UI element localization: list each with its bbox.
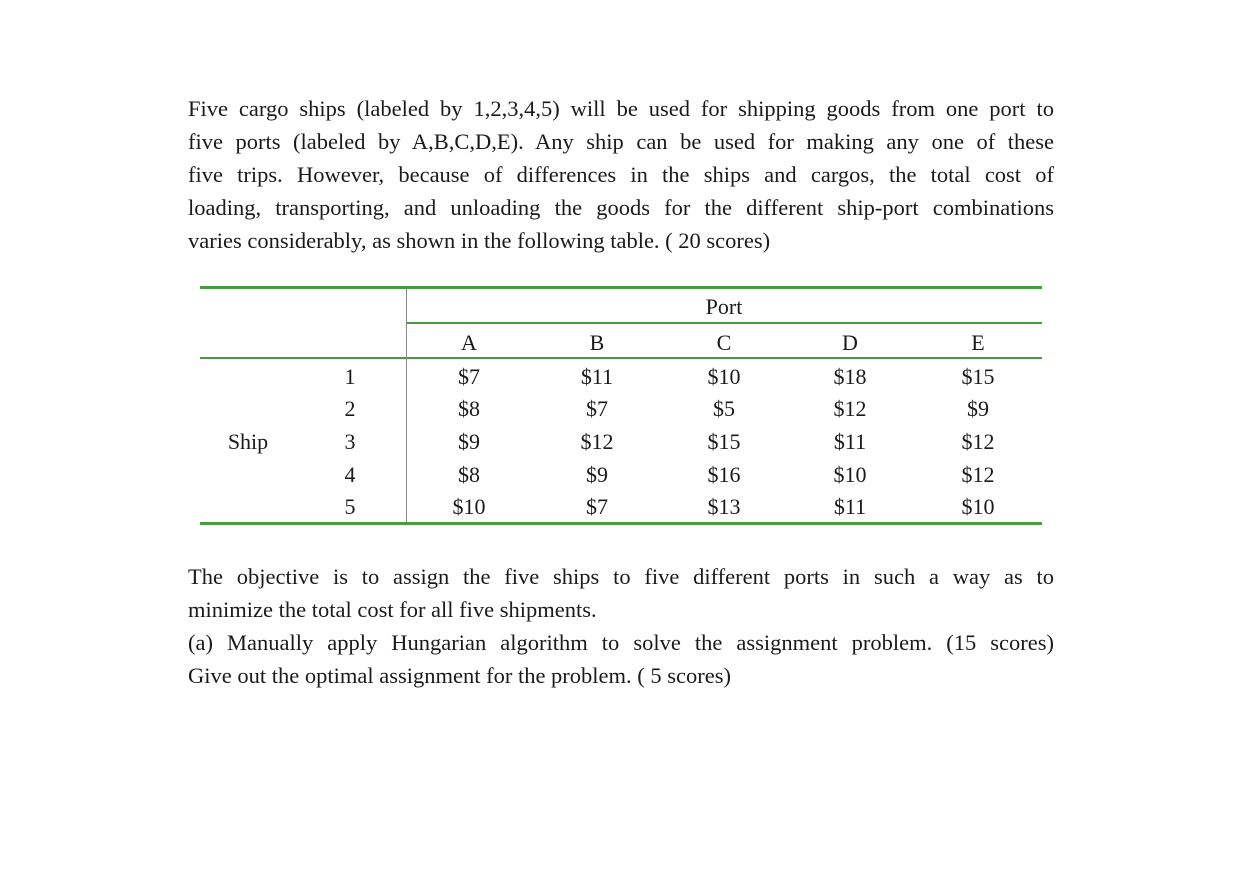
table-top-rule <box>200 286 1042 289</box>
ship-number: 5 <box>344 494 356 519</box>
cost-cell: $12 <box>833 396 867 421</box>
cost-cell: $10 <box>452 494 486 519</box>
cost-cell: $10 <box>707 364 741 389</box>
ship-number: 1 <box>344 364 356 389</box>
intro-line: five trips. However, because of differences in the ships and cargos, the total cost of <box>188 162 1054 187</box>
cost-cell: $15 <box>707 429 741 454</box>
cost-cell: $10 <box>961 494 995 519</box>
cost-cell: $16 <box>707 462 741 487</box>
port-header-rule <box>406 322 1042 324</box>
intro-line: loading, transporting, and unloading the goods for the different ship-port combinations <box>188 195 1054 220</box>
cost-cell: $10 <box>833 462 867 487</box>
cost-cell: $8 <box>458 462 480 487</box>
column-header-a: A <box>461 330 477 355</box>
column-header-rule <box>200 357 1042 359</box>
ship-number: 4 <box>344 462 356 487</box>
table-bottom-rule <box>200 522 1042 525</box>
cost-cell: $9 <box>967 396 989 421</box>
cost-table <box>200 286 1042 526</box>
cost-cell: $12 <box>580 429 614 454</box>
cost-cell: $5 <box>713 396 735 421</box>
question-b: Give out the optimal assignment for the problem. ( 5 scores) <box>188 663 731 688</box>
ship-group-label: Ship <box>227 429 269 454</box>
column-header-c: C <box>716 330 732 355</box>
outro-line: The objective is to assign the five ships to five different ports in such a way as to <box>188 564 1054 589</box>
intro-line: Five cargo ships (labeled by 1,2,3,4,5) will be used for shipping goods from one port to <box>188 96 1054 121</box>
column-header-d: D <box>842 330 858 355</box>
column-header-b: B <box>589 330 605 355</box>
column-header-e: E <box>971 330 985 355</box>
port-group-label: Port <box>705 294 743 319</box>
cost-cell: $9 <box>458 429 480 454</box>
ship-number: 3 <box>344 429 356 454</box>
intro-line: five ports (labeled by A,B,C,D,E). Any ship can be used for making any one of these <box>188 129 1054 154</box>
cost-cell: $7 <box>586 494 608 519</box>
cost-cell: $12 <box>961 462 995 487</box>
cost-cell: $7 <box>458 364 480 389</box>
intro-line: varies considerably, as shown in the following table. ( 20 scores) <box>188 228 771 253</box>
cost-cell: $7 <box>586 396 608 421</box>
cost-cell: $18 <box>833 364 867 389</box>
cost-cell: $11 <box>580 364 614 389</box>
outro-line: minimize the total cost for all five shipments. <box>188 597 597 622</box>
outro-paragraph <box>188 560 1054 692</box>
cost-cell: $9 <box>586 462 608 487</box>
question-a: (a) Manually apply Hungarian algorithm to solve the assignment problem. (15 scores) <box>188 630 1054 655</box>
ship-number: 2 <box>344 396 356 421</box>
cost-cell: $11 <box>833 494 867 519</box>
cost-cell: $8 <box>458 396 480 421</box>
cost-cell: $12 <box>961 429 995 454</box>
intro-paragraph <box>188 92 1054 257</box>
table-vertical-rule <box>406 289 407 522</box>
cost-cell: $11 <box>833 429 867 454</box>
cost-cell: $13 <box>707 494 741 519</box>
cost-cell: $15 <box>961 364 995 389</box>
